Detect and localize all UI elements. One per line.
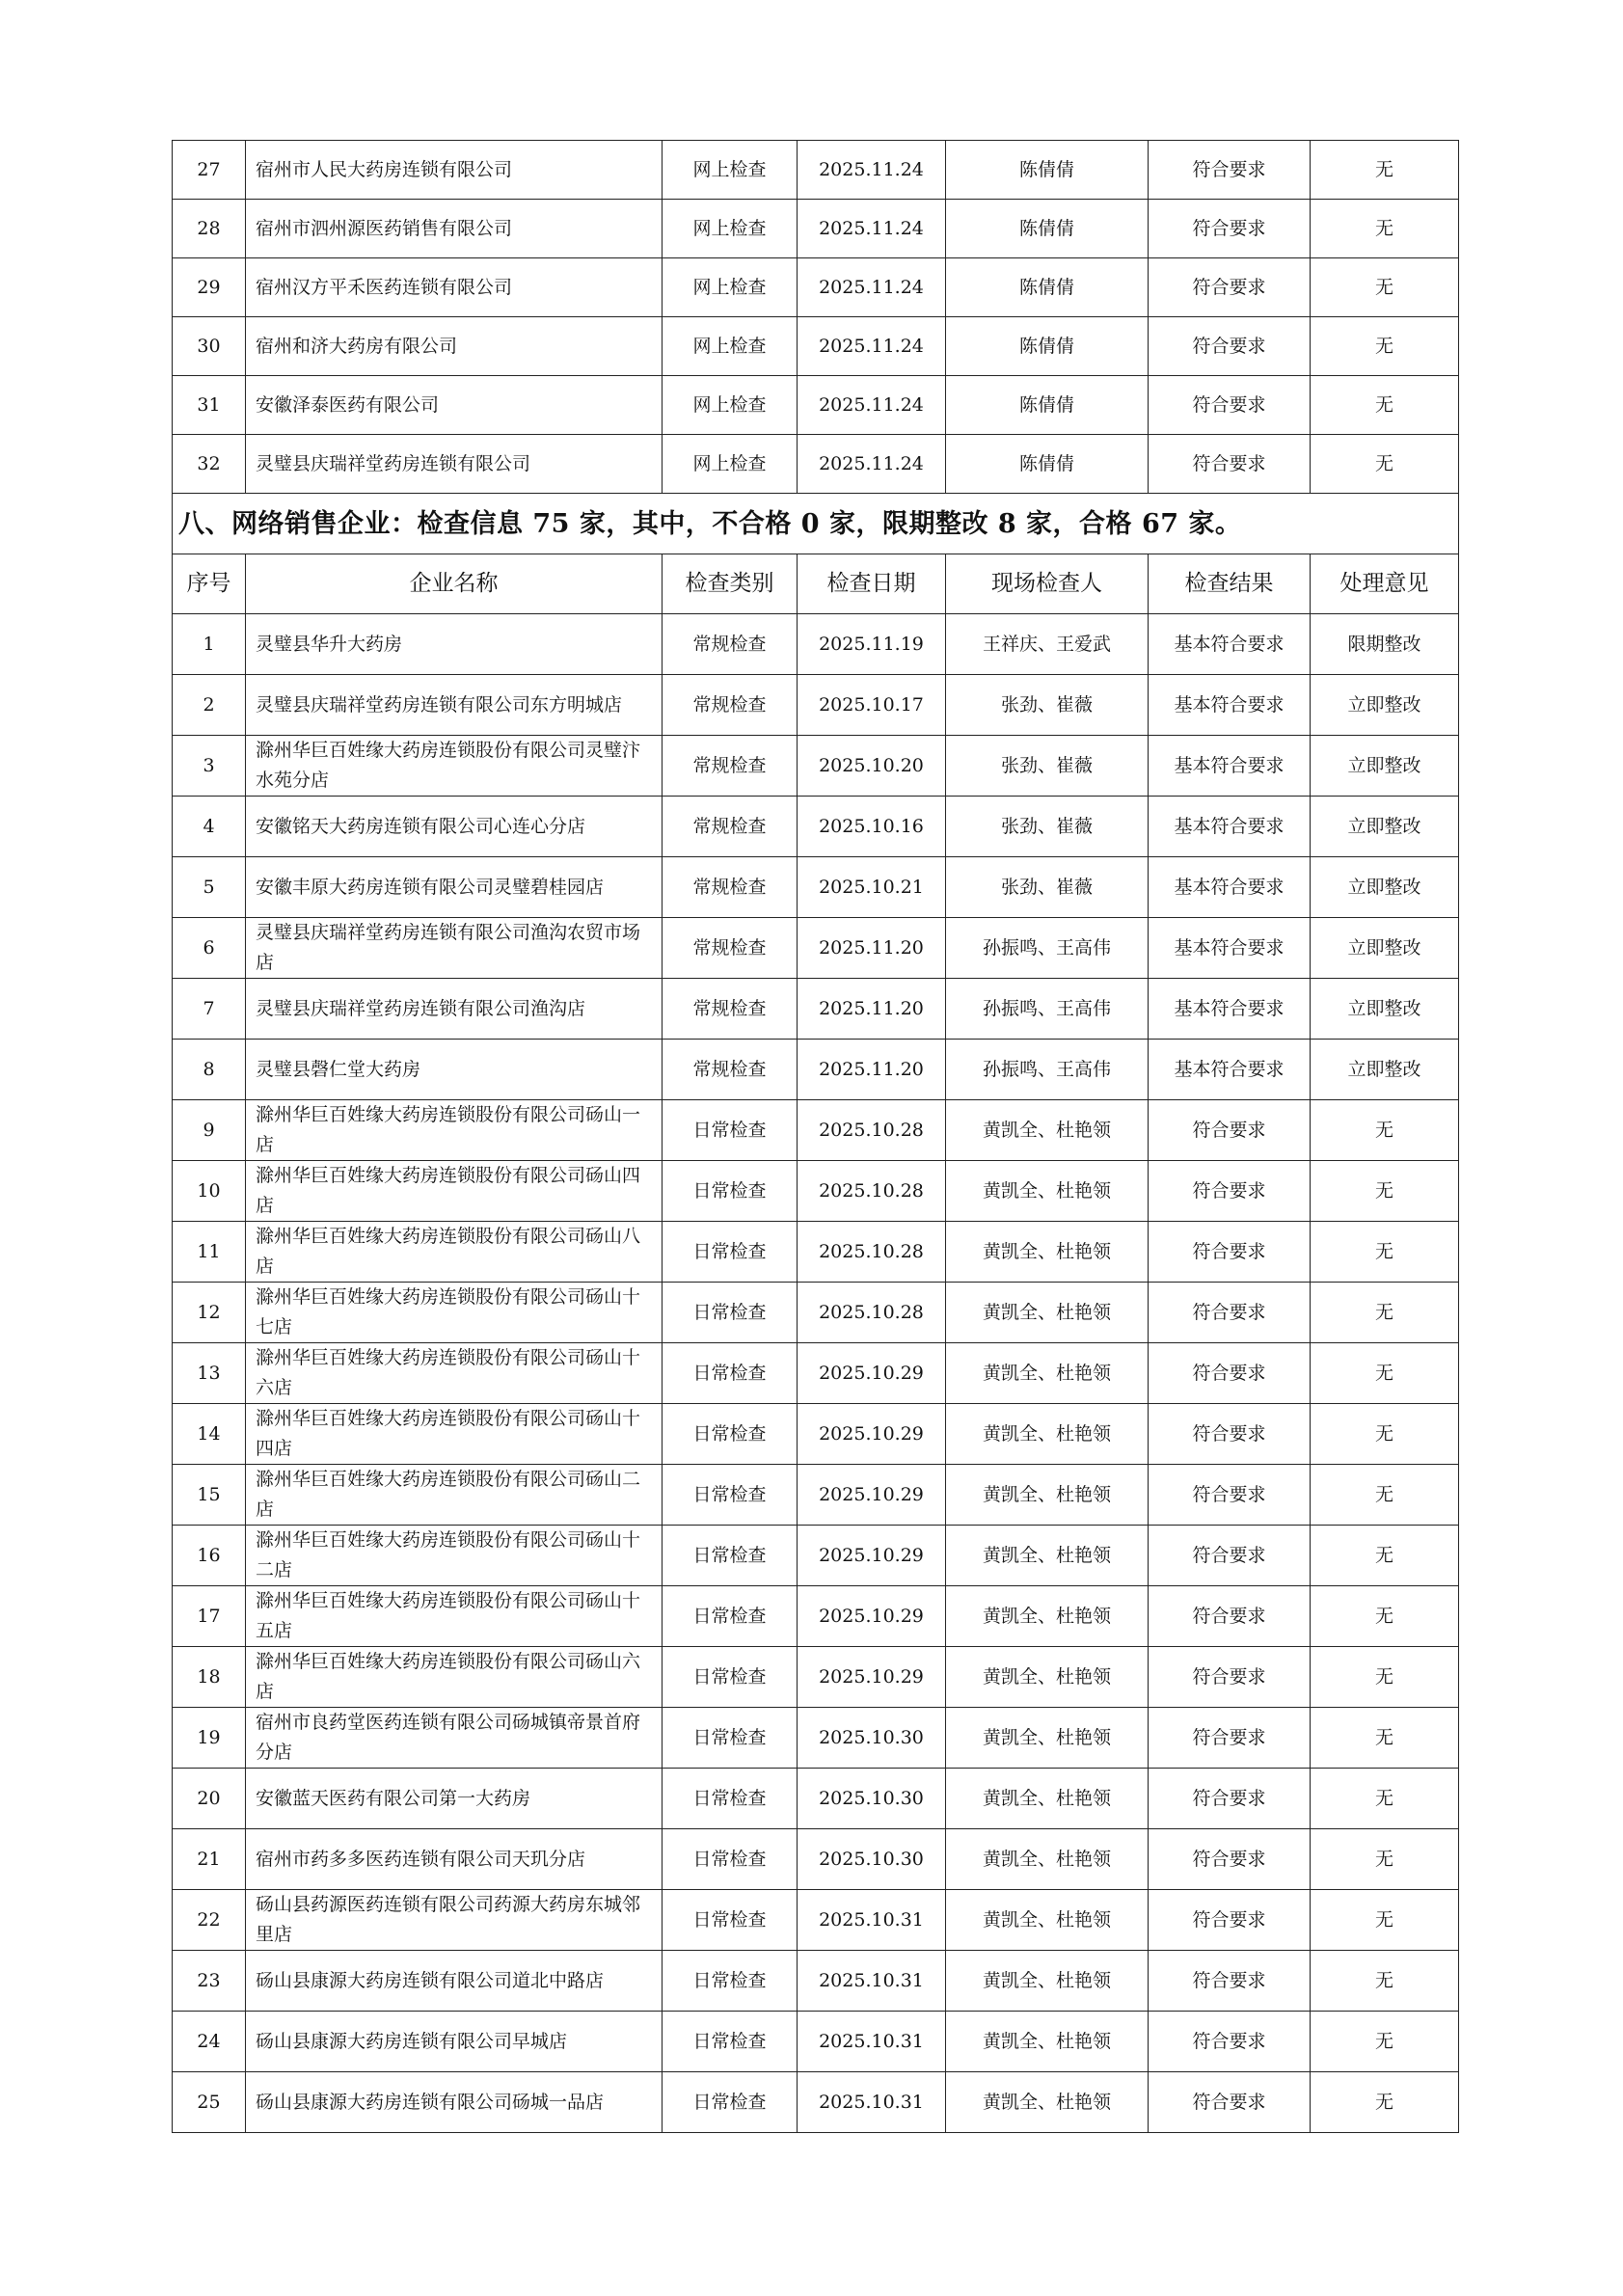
cell-inspector: 陈倩倩 [946,435,1149,494]
cell-inspection-date: 2025.11.24 [798,141,946,200]
header-inspector: 现场检查人 [946,554,1149,614]
table-row [173,1222,1459,1283]
table-row [173,1526,1459,1586]
table-row [173,857,1459,918]
cell-enterprise-name: 灵璧县庆瑞祥堂药房连锁有限公司渔沟店 [246,979,663,1040]
cell-result: 符合要求 [1149,1465,1311,1526]
cell-no: 20 [173,1769,246,1829]
cell-opinion: 立即整改 [1311,675,1459,736]
cell-inspector: 黄凯全、杜艳领 [946,1404,1149,1465]
cell-inspection-type: 常规检查 [663,1040,798,1100]
cell-inspection-type: 日常检查 [663,1829,798,1890]
table-row [173,1040,1459,1100]
section-title-row [173,494,1459,554]
cell-inspection-date: 2025.10.30 [798,1829,946,1890]
cell-result: 基本符合要求 [1149,614,1311,675]
cell-result: 符合要求 [1149,1586,1311,1647]
cell-no: 30 [173,317,246,376]
cell-inspection-date: 2025.11.24 [798,258,946,317]
cell-inspection-date: 2025.10.28 [798,1161,946,1222]
cell-inspector: 黄凯全、杜艳领 [946,1222,1149,1283]
cell-no: 1 [173,614,246,675]
cell-inspector: 黄凯全、杜艳领 [946,1586,1149,1647]
cell-enterprise-name: 宿州市药多多医药连锁有限公司天玑分店 [246,1829,663,1890]
cell-no: 6 [173,918,246,979]
cell-inspection-date: 2025.10.31 [798,1890,946,1951]
cell-inspector: 陈倩倩 [946,317,1149,376]
cell-inspection-date: 2025.10.16 [798,797,946,857]
cell-opinion: 无 [1311,2072,1459,2133]
cell-result: 基本符合要求 [1149,675,1311,736]
network-sales-section [173,494,1459,2133]
cell-enterprise-name: 滁州华巨百姓缘大药房连锁股份有限公司砀山二店 [246,1465,663,1526]
cell-enterprise-name: 滁州华巨百姓缘大药房连锁股份有限公司砀山十五店 [246,1586,663,1647]
cell-inspection-date: 2025.10.29 [798,1586,946,1647]
cell-inspection-date: 2025.10.28 [798,1222,946,1283]
cell-result: 符合要求 [1149,1161,1311,1222]
inspection-table [172,140,1459,2133]
cell-inspection-date: 2025.10.29 [798,1647,946,1708]
cell-opinion: 立即整改 [1311,918,1459,979]
cell-inspection-type: 日常检查 [663,1951,798,2012]
table-row [173,675,1459,736]
cell-inspection-type: 日常检查 [663,1526,798,1586]
cell-enterprise-name: 安徽蓝天医药有限公司第一大药房 [246,1769,663,1829]
cell-result: 符合要求 [1149,435,1311,494]
cell-enterprise-name: 灵璧县庆瑞祥堂药房连锁有限公司 [246,435,663,494]
cell-no: 8 [173,1040,246,1100]
cell-inspection-type: 常规检查 [663,614,798,675]
table-row [173,1404,1459,1465]
cell-inspector: 陈倩倩 [946,141,1149,200]
cell-inspector: 孙振鸣、王高伟 [946,918,1149,979]
cell-opinion: 无 [1311,1404,1459,1465]
cell-no: 29 [173,258,246,317]
table-row [173,1343,1459,1404]
cell-inspection-date: 2025.11.24 [798,317,946,376]
cell-inspector: 王祥庆、王爱武 [946,614,1149,675]
cell-no: 5 [173,857,246,918]
cell-enterprise-name: 砀山县药源医药连锁有限公司药源大药房东城邻里店 [246,1890,663,1951]
section-title: 八、网络销售企业：检查信息 75 家，其中，不合格 0 家，限期整改 8 家，合格 67 家。 [173,494,1459,554]
cell-inspection-type: 网上检查 [663,200,798,258]
cell-enterprise-name: 宿州市人民大药房连锁有限公司 [246,141,663,200]
table-row [173,614,1459,675]
cell-inspection-date: 2025.10.31 [798,2012,946,2072]
cell-enterprise-name: 灵璧县庆瑞祥堂药房连锁有限公司渔沟农贸市场店 [246,918,663,979]
cell-no: 14 [173,1404,246,1465]
cell-enterprise-name: 安徽泽泰医药有限公司 [246,376,663,435]
cell-inspection-date: 2025.10.29 [798,1526,946,1586]
cell-inspector: 黄凯全、杜艳领 [946,1161,1149,1222]
cell-result: 基本符合要求 [1149,979,1311,1040]
cell-inspection-type: 日常检查 [663,2072,798,2133]
cell-inspection-type: 常规检查 [663,675,798,736]
cell-opinion: 无 [1311,1100,1459,1161]
table-row [173,736,1459,797]
cell-inspection-type: 日常检查 [663,1708,798,1769]
cell-inspection-date: 2025.11.20 [798,1040,946,1100]
cell-inspection-date: 2025.10.31 [798,1951,946,2012]
cell-opinion: 无 [1311,1465,1459,1526]
cell-result: 符合要求 [1149,1890,1311,1951]
cell-inspector: 黄凯全、杜艳领 [946,1769,1149,1829]
cell-enterprise-name: 砀山县康源大药房连锁有限公司早城店 [246,2012,663,2072]
cell-inspector: 黄凯全、杜艳领 [946,1465,1149,1526]
cell-enterprise-name: 宿州市泗州源医药销售有限公司 [246,200,663,258]
cell-result: 符合要求 [1149,1100,1311,1161]
cell-result: 符合要求 [1149,1829,1311,1890]
cell-result: 符合要求 [1149,376,1311,435]
cell-inspector: 黄凯全、杜艳领 [946,1343,1149,1404]
cell-opinion: 立即整改 [1311,979,1459,1040]
cell-inspection-date: 2025.10.17 [798,675,946,736]
cell-no: 13 [173,1343,246,1404]
cell-inspection-type: 日常检查 [663,1769,798,1829]
header-name: 企业名称 [246,554,663,614]
cell-inspection-type: 日常检查 [663,1100,798,1161]
cell-no: 23 [173,1951,246,2012]
cell-inspector: 黄凯全、杜艳领 [946,1283,1149,1343]
cell-inspector: 陈倩倩 [946,258,1149,317]
cell-inspection-date: 2025.11.24 [798,376,946,435]
cell-no: 17 [173,1586,246,1647]
table-row [173,2072,1459,2133]
cell-no: 24 [173,2012,246,2072]
cell-no: 3 [173,736,246,797]
cell-inspection-type: 网上检查 [663,258,798,317]
cell-result: 符合要求 [1149,2072,1311,2133]
cell-inspection-type: 日常检查 [663,2012,798,2072]
cell-inspection-type: 日常检查 [663,1222,798,1283]
header-no: 序号 [173,554,246,614]
cell-inspection-type: 网上检查 [663,317,798,376]
cell-opinion: 立即整改 [1311,736,1459,797]
cell-opinion: 无 [1311,258,1459,317]
cell-opinion: 无 [1311,376,1459,435]
cell-inspection-type: 常规检查 [663,797,798,857]
cell-enterprise-name: 安徽铭天大药房连锁有限公司心连心分店 [246,797,663,857]
cell-result: 符合要求 [1149,1647,1311,1708]
cell-enterprise-name: 滁州华巨百姓缘大药房连锁股份有限公司砀山四店 [246,1161,663,1222]
cell-inspector: 黄凯全、杜艳领 [946,1526,1149,1586]
table-row [173,1890,1459,1951]
cell-inspection-date: 2025.10.28 [798,1283,946,1343]
cell-inspection-date: 2025.11.20 [798,979,946,1040]
cell-result: 符合要求 [1149,1222,1311,1283]
cell-enterprise-name: 砀山县康源大药房连锁有限公司道北中路店 [246,1951,663,2012]
header-opinion: 处理意见 [1311,554,1459,614]
cell-no: 28 [173,200,246,258]
table-row [173,1647,1459,1708]
cell-inspector: 陈倩倩 [946,376,1149,435]
table-row [173,1708,1459,1769]
cell-opinion: 无 [1311,1343,1459,1404]
cell-no: 7 [173,979,246,1040]
cell-inspection-type: 日常检查 [663,1890,798,1951]
cell-opinion: 无 [1311,435,1459,494]
cell-inspector: 张劲、崔薇 [946,857,1149,918]
cell-no: 22 [173,1890,246,1951]
cell-inspection-date: 2025.11.24 [798,200,946,258]
table-row [173,2012,1459,2072]
cell-inspection-type: 常规检查 [663,979,798,1040]
cell-result: 符合要求 [1149,1951,1311,2012]
cell-inspector: 张劲、崔薇 [946,675,1149,736]
cell-inspection-type: 日常检查 [663,1283,798,1343]
cell-inspection-date: 2025.10.31 [798,2072,946,2133]
cell-opinion: 无 [1311,1951,1459,2012]
cell-inspector: 黄凯全、杜艳领 [946,2012,1149,2072]
cell-no: 18 [173,1647,246,1708]
cell-result: 符合要求 [1149,200,1311,258]
cell-opinion: 无 [1311,200,1459,258]
cell-inspector: 张劲、崔薇 [946,736,1149,797]
cell-no: 2 [173,675,246,736]
cell-opinion: 无 [1311,1586,1459,1647]
document-page [172,140,1458,2133]
cell-inspection-date: 2025.10.28 [798,1100,946,1161]
cell-enterprise-name: 滁州华巨百姓缘大药房连锁股份有限公司砀山十七店 [246,1283,663,1343]
table-row [173,376,1459,435]
cell-enterprise-name: 灵璧县华升大药房 [246,614,663,675]
cell-inspector: 黄凯全、杜艳领 [946,2072,1149,2133]
cell-result: 符合要求 [1149,258,1311,317]
cell-no: 4 [173,797,246,857]
cell-result: 符合要求 [1149,1343,1311,1404]
cell-result: 基本符合要求 [1149,797,1311,857]
cell-opinion: 无 [1311,1526,1459,1586]
cell-inspection-date: 2025.11.19 [798,614,946,675]
cell-inspector: 黄凯全、杜艳领 [946,1708,1149,1769]
cell-opinion: 无 [1311,1829,1459,1890]
header-date: 检查日期 [798,554,946,614]
cell-inspection-type: 日常检查 [663,1465,798,1526]
cell-inspector: 黄凯全、杜艳领 [946,1647,1149,1708]
table-row [173,141,1459,200]
cell-inspection-date: 2025.10.30 [798,1708,946,1769]
cell-enterprise-name: 滁州华巨百姓缘大药房连锁股份有限公司砀山一店 [246,1100,663,1161]
cell-opinion: 无 [1311,1769,1459,1829]
cell-opinion: 立即整改 [1311,797,1459,857]
cell-inspector: 黄凯全、杜艳领 [946,1890,1149,1951]
cell-no: 11 [173,1222,246,1283]
table-row [173,200,1459,258]
cell-no: 10 [173,1161,246,1222]
cell-inspection-type: 网上检查 [663,376,798,435]
cell-inspection-type: 日常检查 [663,1647,798,1708]
cell-result: 符合要求 [1149,141,1311,200]
table-row [173,979,1459,1040]
cell-no: 32 [173,435,246,494]
table-row [173,1283,1459,1343]
cell-no: 15 [173,1465,246,1526]
cell-opinion: 无 [1311,1161,1459,1222]
cell-result: 符合要求 [1149,1404,1311,1465]
cell-opinion: 无 [1311,2012,1459,2072]
cell-enterprise-name: 宿州汉方平禾医药连锁有限公司 [246,258,663,317]
cell-no: 9 [173,1100,246,1161]
cell-inspection-type: 常规检查 [663,736,798,797]
cell-enterprise-name: 砀山县康源大药房连锁有限公司砀城一品店 [246,2072,663,2133]
cell-inspection-type: 日常检查 [663,1586,798,1647]
cell-enterprise-name: 安徽丰原大药房连锁有限公司灵璧碧桂园店 [246,857,663,918]
cell-opinion: 立即整改 [1311,857,1459,918]
cell-inspection-type: 常规检查 [663,857,798,918]
table-row [173,797,1459,857]
cell-enterprise-name: 滁州华巨百姓缘大药房连锁股份有限公司灵璧汴水苑分店 [246,736,663,797]
cell-opinion: 无 [1311,1890,1459,1951]
table-row [173,435,1459,494]
cell-opinion: 无 [1311,317,1459,376]
cell-result: 基本符合要求 [1149,918,1311,979]
table-row [173,258,1459,317]
cell-enterprise-name: 灵璧县磬仁堂大药房 [246,1040,663,1100]
cell-inspection-type: 网上检查 [663,141,798,200]
cell-inspector: 黄凯全、杜艳领 [946,1951,1149,2012]
cell-inspection-date: 2025.10.29 [798,1343,946,1404]
header-type: 检查类别 [663,554,798,614]
cell-result: 基本符合要求 [1149,857,1311,918]
cell-inspection-type: 网上检查 [663,435,798,494]
cell-inspection-type: 日常检查 [663,1343,798,1404]
cell-no: 19 [173,1708,246,1769]
cell-enterprise-name: 宿州市良药堂医药连锁有限公司砀城镇帝景首府分店 [246,1708,663,1769]
table-header-row [173,554,1459,614]
cell-inspection-date: 2025.11.24 [798,435,946,494]
cell-enterprise-name: 灵璧县庆瑞祥堂药房连锁有限公司东方明城店 [246,675,663,736]
cell-inspector: 张劲、崔薇 [946,797,1149,857]
cell-result: 基本符合要求 [1149,736,1311,797]
table-row [173,1100,1459,1161]
cell-opinion: 无 [1311,1708,1459,1769]
cell-inspection-date: 2025.10.29 [798,1465,946,1526]
cell-no: 21 [173,1829,246,1890]
cell-result: 符合要求 [1149,1283,1311,1343]
cell-inspection-type: 日常检查 [663,1404,798,1465]
cell-no: 27 [173,141,246,200]
cell-result: 基本符合要求 [1149,1040,1311,1100]
cell-enterprise-name: 滁州华巨百姓缘大药房连锁股份有限公司砀山六店 [246,1647,663,1708]
cell-result: 符合要求 [1149,2012,1311,2072]
cell-inspection-type: 常规检查 [663,918,798,979]
cell-enterprise-name: 滁州华巨百姓缘大药房连锁股份有限公司砀山十六店 [246,1343,663,1404]
cell-result: 符合要求 [1149,1769,1311,1829]
cell-inspector: 黄凯全、杜艳领 [946,1100,1149,1161]
cell-no: 12 [173,1283,246,1343]
cell-inspection-date: 2025.10.30 [798,1769,946,1829]
cell-result: 符合要求 [1149,1708,1311,1769]
cell-no: 31 [173,376,246,435]
table-row [173,918,1459,979]
cell-inspector: 陈倩倩 [946,200,1149,258]
table-row [173,1161,1459,1222]
cell-opinion: 无 [1311,1283,1459,1343]
cell-inspection-date: 2025.10.21 [798,857,946,918]
cell-opinion: 无 [1311,141,1459,200]
cell-inspector: 孙振鸣、王高伟 [946,979,1149,1040]
cell-inspector: 黄凯全、杜艳领 [946,1829,1149,1890]
table-row [173,1829,1459,1890]
table-row [173,1465,1459,1526]
cell-enterprise-name: 滁州华巨百姓缘大药房连锁股份有限公司砀山十二店 [246,1526,663,1586]
cell-opinion: 无 [1311,1222,1459,1283]
cell-no: 25 [173,2072,246,2133]
cell-enterprise-name: 宿州和济大药房有限公司 [246,317,663,376]
cell-enterprise-name: 滁州华巨百姓缘大药房连锁股份有限公司砀山十四店 [246,1404,663,1465]
cell-opinion: 立即整改 [1311,1040,1459,1100]
cell-inspection-type: 日常检查 [663,1161,798,1222]
cell-inspector: 孙振鸣、王高伟 [946,1040,1149,1100]
cell-inspection-date: 2025.10.29 [798,1404,946,1465]
table-row [173,1951,1459,2012]
cell-opinion: 限期整改 [1311,614,1459,675]
cell-opinion: 无 [1311,1647,1459,1708]
online-inspection-rows [173,141,1459,494]
table-row [173,1586,1459,1647]
header-result: 检查结果 [1149,554,1311,614]
table-row [173,1769,1459,1829]
cell-enterprise-name: 滁州华巨百姓缘大药房连锁股份有限公司砀山八店 [246,1222,663,1283]
cell-inspection-date: 2025.10.20 [798,736,946,797]
cell-result: 符合要求 [1149,317,1311,376]
cell-inspection-date: 2025.11.20 [798,918,946,979]
cell-no: 16 [173,1526,246,1586]
cell-result: 符合要求 [1149,1526,1311,1586]
table-row [173,317,1459,376]
